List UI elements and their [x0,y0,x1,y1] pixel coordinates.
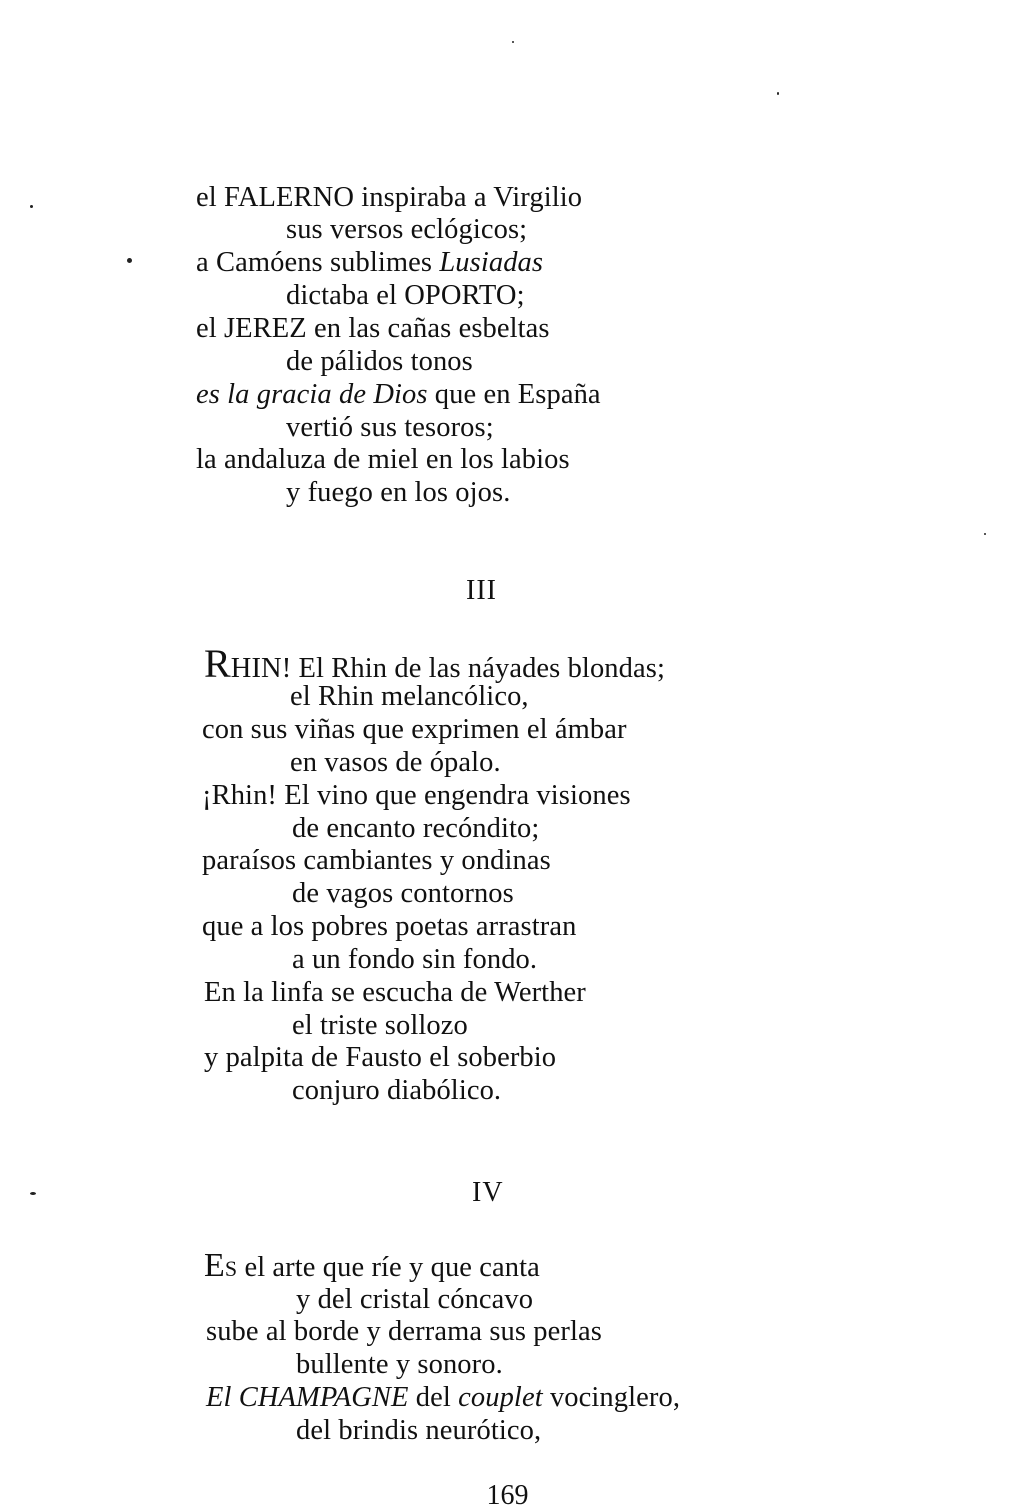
verse-line [204,1247,540,1285]
section-number: IV [472,1177,504,1208]
drop-cap-small-letter: S [224,1256,238,1281]
verse-line: conjuro diabólico. [292,1075,502,1106]
verse-italic-word: couplet [458,1382,543,1413]
scan-speck [777,92,779,95]
verse-text: vocinglero, [542,1382,681,1413]
verse-line: que a los pobres poetas arrastran [202,911,577,942]
scan-speck [512,41,514,43]
verse-line: en vasos de ópalo. [290,747,501,778]
drop-cap: E [204,1247,225,1284]
verse-line: del brindis neurótico, [296,1415,542,1446]
verse-line: dictaba el OPORTO; [286,280,525,311]
scan-speck [984,533,986,535]
verse-line: bullente y sonoro. [296,1349,503,1380]
verse-line: el Rhin melancólico, [290,681,529,712]
verse-line: el FALERNO inspiraba a Virgilio [196,182,583,213]
scan-speck [127,258,132,263]
scan-speck [30,1192,36,1195]
verse-line: sube al borde y derrama sus perlas [206,1316,602,1347]
verse-line: de vagos contornos [292,878,514,909]
scan-speck [30,205,33,208]
drop-cap: R [204,641,231,686]
verse-line: la andaluza de miel en los labios [196,444,570,475]
verse-line [204,641,665,686]
verse-line: sus versos eclógicos; [286,214,528,245]
section-number: III [466,575,497,606]
verse-line: ¡Rhin! El vino que engendra visiones [202,780,631,811]
verse-line: y fuego en los ojos. [286,477,511,508]
verse-line: de pálidos tonos [286,346,473,377]
page-number: 169 [486,1480,529,1511]
verse-italic-title: Lusiadas [439,247,544,278]
verse-italic-phrase: es la gracia de Dios [196,379,428,410]
verse-line: el JEREZ en las cañas esbeltas [196,313,550,344]
verse-line: En la linfa se escucha de Werther [204,977,586,1008]
verse-text: el arte que ríe y que canta [237,1252,540,1283]
verse-line: y del cristal cóncavo [296,1284,534,1315]
verse-italic-phrase: El CHAMPAGNE [206,1382,409,1413]
verse-line: y palpita de Fausto el soberbio [204,1042,557,1073]
verse-line: vertió sus tesoros; [286,412,494,443]
verse-text: a Camóens sublimes [196,247,440,278]
verse-line [196,379,601,411]
verse-line: de encanto recóndito; [292,813,540,844]
verse-line [206,1382,680,1414]
verse-text: del [408,1382,459,1413]
verse-text: HIN! El Rhin de las náyades blondas; [230,653,665,684]
verse-line: el triste sollozo [292,1010,468,1041]
verse-line [196,247,543,279]
verse-line: paraísos cambiantes y ondinas [202,845,551,876]
verse-line: a un fondo sin fondo. [292,944,538,975]
verse-text: que en España [427,379,601,410]
verse-line: con sus viñas que exprimen el ámbar [202,714,627,745]
